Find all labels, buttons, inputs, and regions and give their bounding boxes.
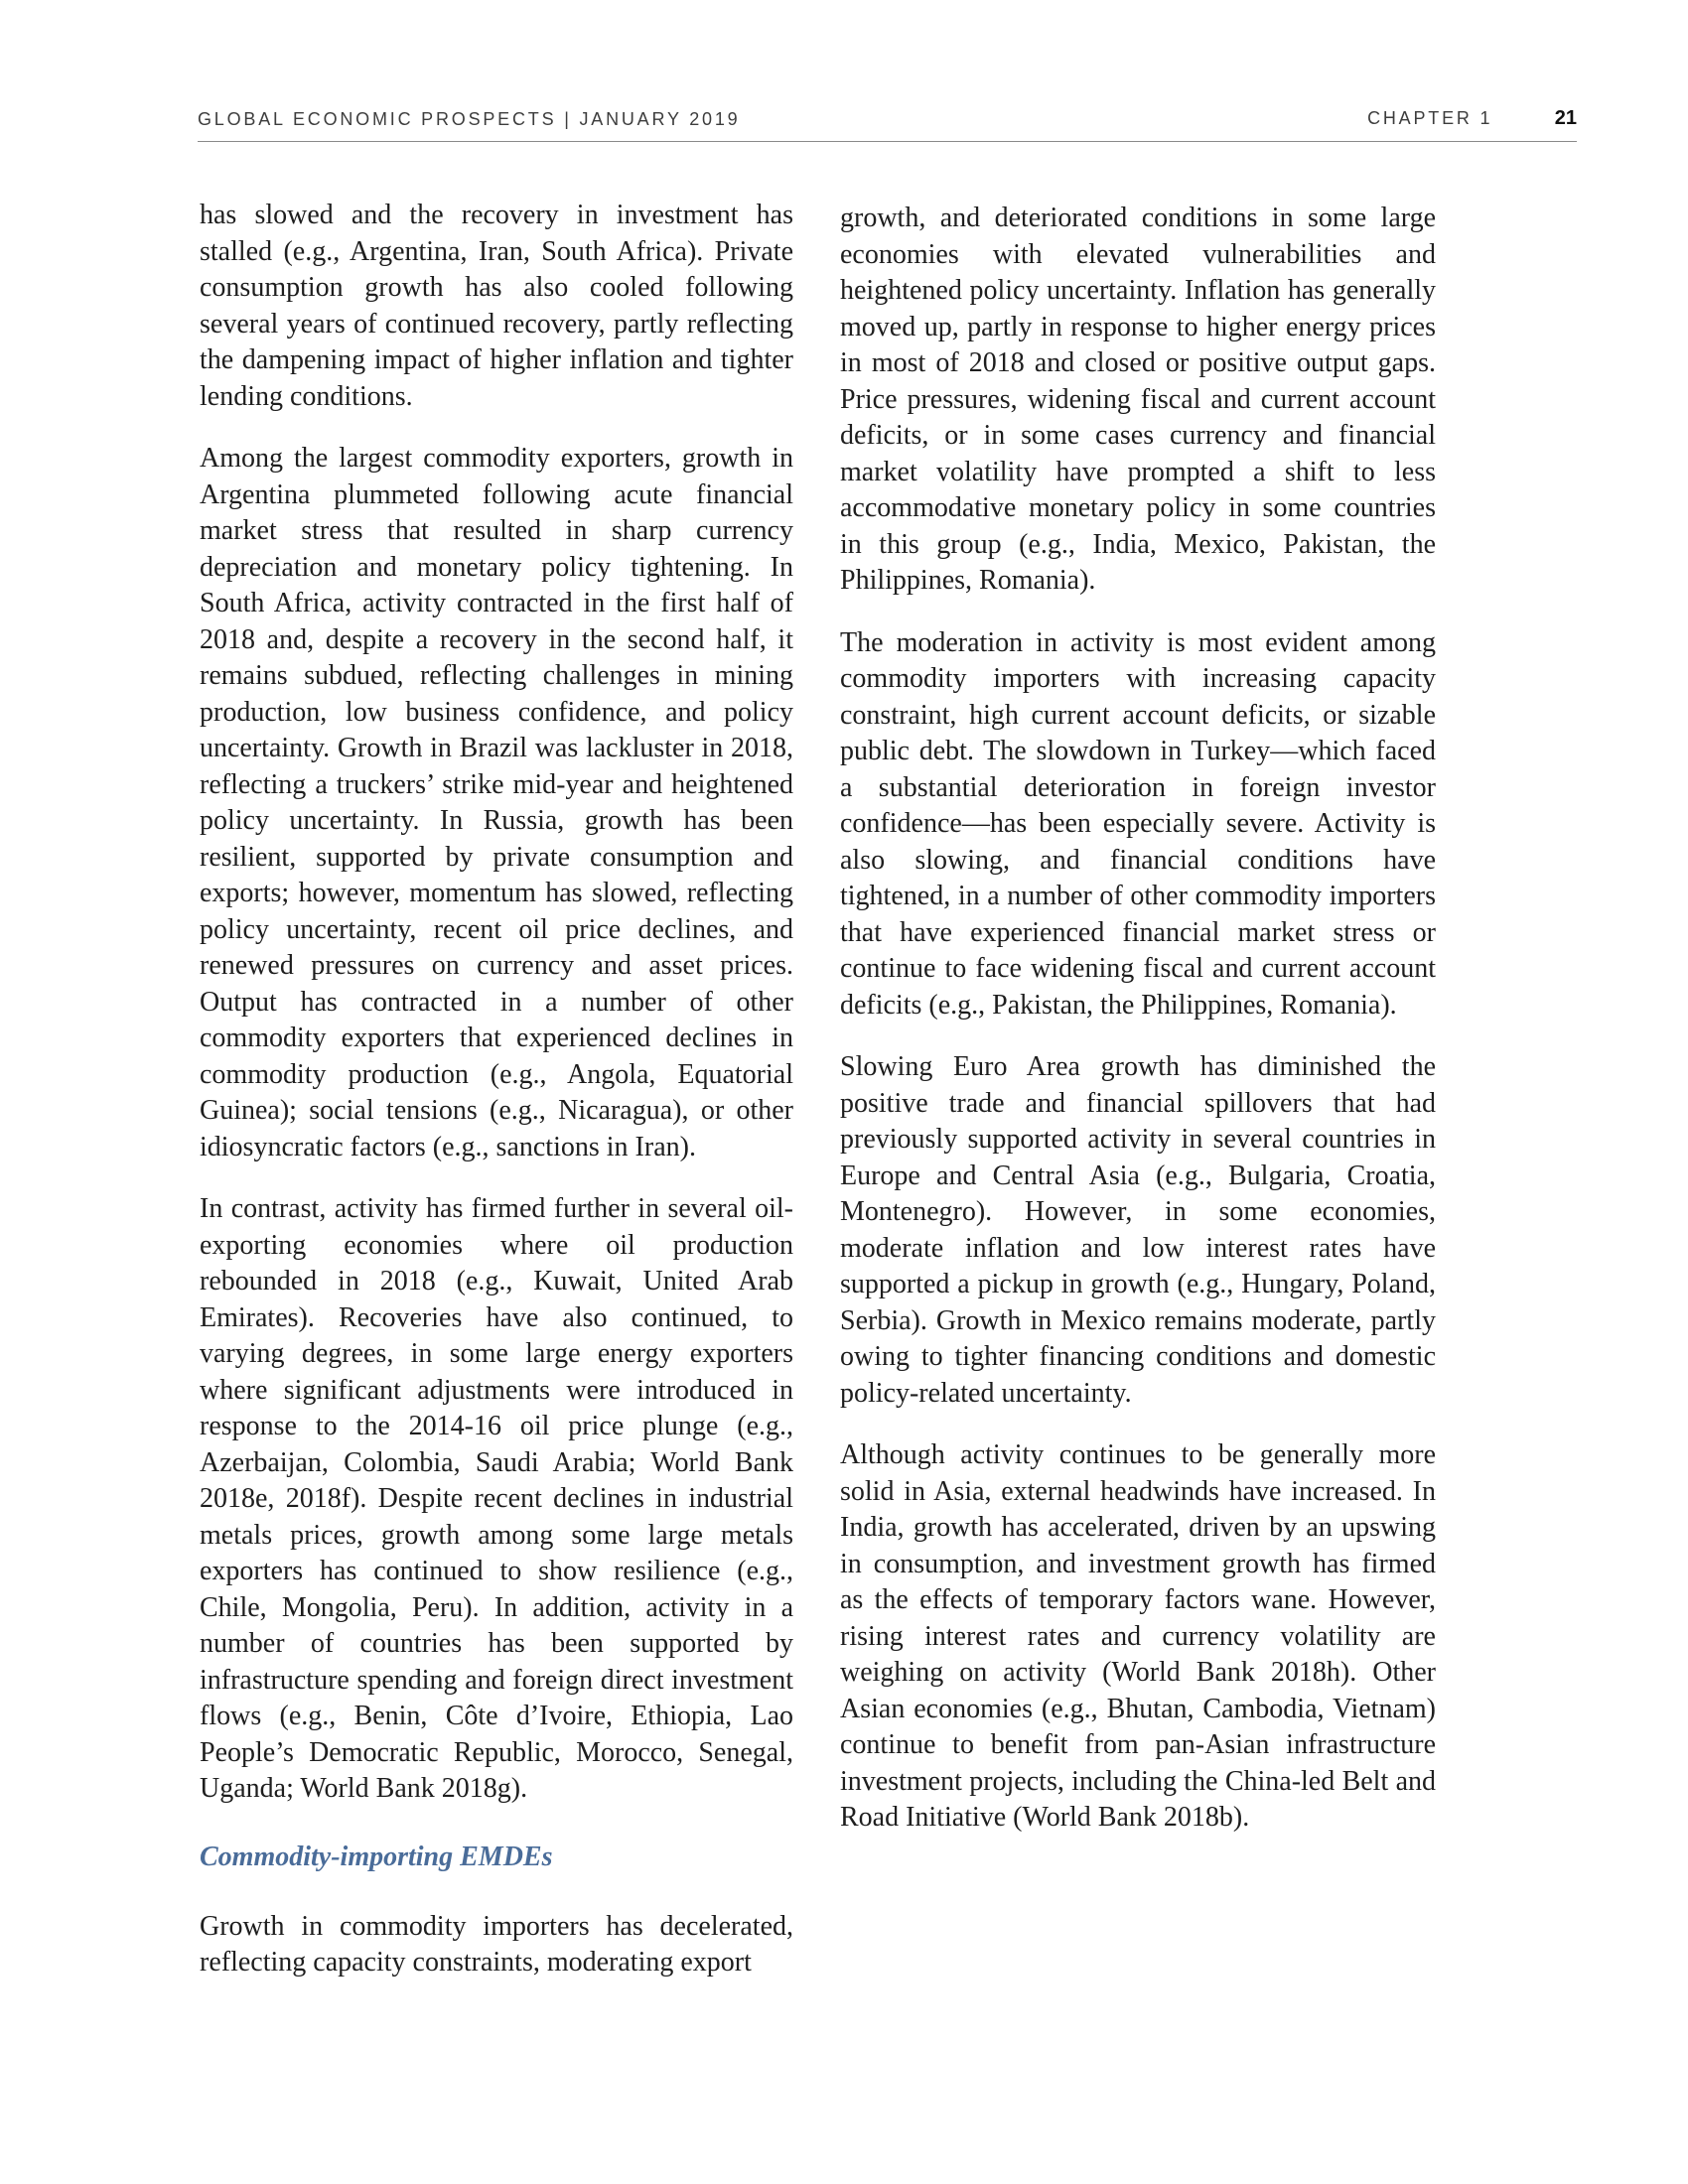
paragraph: Slowing Euro Area growth has diminished the positive trade and financial spillovers that had previously supported activity in several countries in Europe and Central Asia (e.g., Bulgaria, Croatia, Montenegro). However, in some economies, moderate inflation and low interest rates have supported a pickup in growth (e.g., Hungary, Poland, Serbia). Growth in Mexico remains moderate, partly owing to tighter financing conditions and domestic policy-related uncertainty.	[840, 1051, 1436, 1409]
paragraph: Among the largest commodity exporters, growth in Argentina plummeted following acute financial market stress that resulted in sharp currency depreciation and monetary policy tightening. In South Africa, activity contracted in the first half of 2018 and, despite a recovery in the second half, it remains subdued, reflecting challenges in mining production, low business confidence, and policy uncertainty. Growth in Brazil was lackluster in 2018, reflecting a truckers’ strike mid-year and heightened policy uncertainty. In Russia, growth has been resilient, supported by private consumption and exports; however, momentum has slowed, reflecting policy uncertainty, recent oil price declines, and renewed pressures on currency and asset prices. Output has contracted in a number of other commodity exporters that experienced declines in commodity production (e.g., Angola, Equatorial Guinea); social tensions (e.g., Nicaragua), or other idiosyncratic factors (e.g., sanctions in Iran).	[200, 443, 793, 1162]
paragraph: Although activity continues to be generally more solid in Asia, external headwinds have increased. In India, growth has accelerated, driven by an upswing in consumption, and investment growth has firmed as the effects of temporary factors wane. However, rising interest rates and currency volatility are weighing on activity (World Bank 2018h). Other Asian economies (e.g., Bhutan, Cambodia, Vietnam) continue to benefit from pan-Asian infrastructure investment projects, including the China-led Belt and Road Initiative (World Bank 2018b).	[840, 1439, 1436, 1833]
running-header	[198, 107, 1577, 142]
paragraph: The moderation in activity is most evident among commodity importers with increasing capacity constraint, high current account deficits, or sizable public debt. The slowdown in Turkey—which faced a substantial deterioration in foreign investor confidence—has been especially severe. Activity is also slowing, and financial conditions have tightened, in a number of other commodity importers that have experienced financial market stress or continue to face widening fiscal and current account deficits (e.g., Pakistan, the Philippines, Romania).	[840, 626, 1436, 1021]
paragraph: growth, and deteriorated conditions in some large economies with elevated vulnerabilities and heightened policy uncertainty. Inflation has generally moved up, partly in response to higher energy prices in most of 2018 and closed or positive output gaps. Price pressures, widening fiscal and current account deficits, or in some cases currency and financial market volatility have prompted a shift to less accommodative monetary policy in some countries in this group (e.g., India, Mexico, Pakistan, the Philippines, Romania).	[840, 203, 1436, 596]
paragraph: In contrast, activity has firmed further in several oil-exporting economies where oil production rebounded in 2018 (e.g., Kuwait, United Arab Emirates). Recoveries have also continued, to varying degrees, in some large energy exporters where significant adjustments were introduced in response to the 2014-16 oil price plunge (e.g., Azerbaijan, Colombia, Saudi Arabia; World Bank 2018e, 2018f). Despite recent declines in industrial metals prices, growth among some large metals exporters has continued to show resilience (e.g., Chile, Mongolia, Peru). In addition, activity in a number of countries has been supported by infrastructure spending and foreign direct investment flows (e.g., Benin, Côte d’Ivoire, Ethiopia, Lao People’s Democratic Republic, Morocco, Senegal, Uganda; World Bank 2018g).	[200, 1193, 793, 1804]
section-heading: Commodity-importing EMDEs	[200, 1841, 553, 1872]
paragraph: Growth in commodity importers has decelerated, reflecting capacity constraints, moderating export	[200, 1910, 793, 1978]
publication-title: GLOBAL ECONOMIC PROSPECTS | JANUARY 2019	[198, 109, 741, 129]
header-right	[1367, 107, 1577, 130]
left-column	[200, 198, 793, 2007]
right-column	[840, 201, 1436, 1862]
page-number: 21	[1554, 107, 1577, 129]
paragraph: has slowed and the recovery in investment has stalled (e.g., Argentina, Iran, South Africa). Private consumption growth has also cooled following several years of continued recovery, partly reflecting the dampening impact of higher inflation and tighter lending conditions.	[200, 200, 793, 412]
chapter-label: CHAPTER 1	[1367, 108, 1493, 128]
